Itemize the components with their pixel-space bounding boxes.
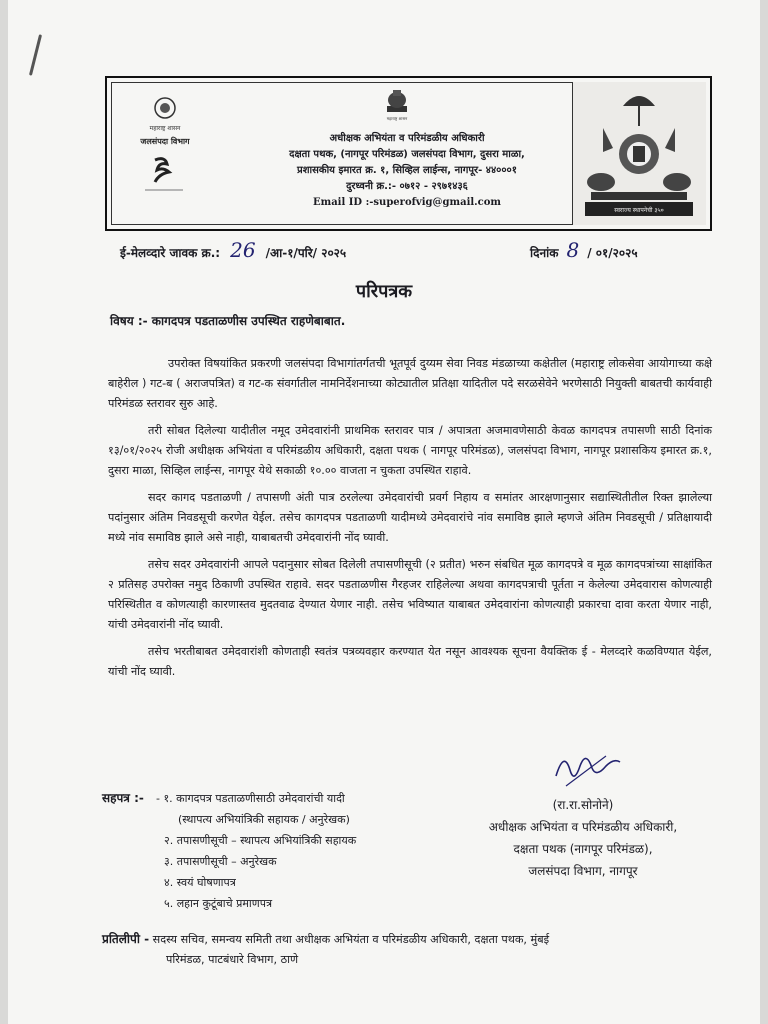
- handwritten-day: 8: [566, 238, 580, 262]
- royal-seal-icon: [573, 82, 706, 225]
- list-item: ५. लहान कुटूंबाचे प्रमाणपत्र: [164, 897, 273, 910]
- list-item: ४. स्वयं घोषणापत्र: [164, 876, 236, 889]
- copy-recipient-cont: परिमंडळ, पाटबंधारे विभाग, ठाणे: [166, 953, 299, 966]
- ashoka-emblem-icon: [381, 86, 413, 122]
- copy-recipient: सदस्य सचिव, समन्वय समिती तथा अधीक्षक अभियंता व परिमंडळीय अधिकारी, दक्षता पथक, मुंबई: [152, 933, 550, 946]
- enclosures-label: सहपत्र :-: [102, 791, 144, 805]
- reference-number: ई-मेलव्दारे जावक क्र.: 26 /आ-१/परि/ २०२५: [120, 238, 347, 262]
- office-email: Email ID :-superofvig@gmail.com: [312, 197, 501, 208]
- letter-date: दिनांक 8 / ०१/२०२५: [530, 238, 638, 262]
- list-item: २. तपासणीसूची – स्थापत्य अभियांत्रिकी सहायक: [164, 834, 357, 847]
- letter-body: [108, 354, 712, 689]
- office-phone: दुरध्वनी क्र.:- ०७१२ - २९७१४३६: [346, 181, 468, 192]
- body-paragraph: तसेच सदर उमेदवारांनी आपले पदानुसार सोबत दिलेली तपासणीसूची (२ प्रतीत) भरुन संबधित मूळ कागदपत्रे व मूळ कागदपत्रांच्या साक्षांकित २ प्रतिसह उपरोक्त नमुद ठिकाणी उपस्थित राहावे. सदर पडताळणीस गैरहजर राहिलेल्या अथवा कागदपत्राची पूर्तता न केलेल्या उमेदवारास कोणत्याही परिस्थितीत व कोणत्याही कारणास्तव मुदतवाढ देण्यात येणार नाही. तसेच भविष्यात याबाबत उमेदवारांना कोणत्याही प्रकारचा दावा करता येणार नाही, यांची उमेदवारांनी नोंद घ्यावी.: [108, 558, 712, 631]
- copy-to: [102, 929, 712, 970]
- enclosure-list: [156, 788, 456, 914]
- list-item: ३. तपासणीसूची – अनुरेखक: [164, 855, 277, 868]
- left-logos: [123, 90, 193, 200]
- document-title: परिपत्रक: [355, 281, 413, 302]
- office-name: अधीक्षक अभियंता व परिमंडळीय अधिकारी: [329, 133, 485, 144]
- svg-text:महाराष्ट्र शासन: महाराष्ट्र शासन: [149, 125, 181, 132]
- letterhead: [105, 76, 712, 231]
- office-address-line: दक्षता पथक, (नागपूर परिमंडळ) जलसंपदा विभाग, दुसरा माळा,: [289, 149, 525, 160]
- copy-label: प्रतिलीपी -: [102, 932, 150, 946]
- handwritten-number: 26: [230, 238, 256, 262]
- royal-crest: [572, 82, 706, 225]
- office-address-block: [257, 131, 557, 211]
- signature-scribble-icon: [546, 746, 626, 796]
- signatory-name: (रा.रा.सोनोने): [552, 798, 614, 812]
- signatory-unit: दक्षता पथक (नागपूर परिमंडळ),: [513, 842, 653, 856]
- signatory-department: जलसंपदा विभाग, नागपूर: [528, 864, 638, 878]
- svg-text:महाराष्ट्र शासन: महाराष्ट्र शासन: [386, 116, 408, 121]
- body-paragraph: तसेच भरतीबाबत उमेदवारांशी कोणताही स्वतंत्र पत्रव्यवहार करण्यात येत नसून आवश्यक सूचना वैयक्तिक ई - मेलव्दारे कळविण्यात येईल, यांची नोंद घ्यावी.: [108, 645, 712, 678]
- body-paragraph: उपरोक्त विषयांकित प्रकरणी जलसंपदा विभागांतर्गतची भूतपूर्व दुय्यम सेवा निवड मंडळाच्या कक्षेतील (महाराष्ट्र लोकसेवा आयोगाच्या कक्षे बाहेरील ) गट-ब ( अराजपत्रित) व गट-क संवर्गातील नामनिर्देशनाच्या कोट्यातील प्रतिक्षा यादितील पदे सरळसेवेने भरणेसाठी नियुक्ती बाबतची कार्यवाही परिमंडळ स्तरावर सुरु आहे.: [108, 357, 712, 410]
- water-resources-logo-icon: [123, 150, 193, 200]
- svg-text:जलसंपदा विभाग: जलसंपदा विभाग: [140, 137, 190, 146]
- office-address-line: प्रशासकीय इमारत क्र. १, सिव्हिल लाईन्स, नागपूर- ४४०००१: [297, 165, 517, 176]
- list-item: - १. कागदपत्र पडताळणीसाठी उमेदवारांची यादी: [156, 792, 345, 805]
- signatory-designation: अधीक्षक अभियंता व परिमंडळीय अधिकारी,: [488, 820, 678, 834]
- signature-block: [438, 750, 728, 882]
- body-paragraph: सदर कागद पडताळणी / तपासणी अंती पात्र ठरलेल्या उमेदवारांची प्रवर्ग निहाय व समांतर आरक्षणानुसार सद्यास्थितीतील रिक्त झालेल्या पदांनुसार अंतिम निवडसूची करणेत येईल. तसेच कागदपत्र पडताळणी यादीमध्ये उमेदवारांचे नांव समाविष्ठ झाले म्हणजे अंतिम निवडसूची / प्रतिक्षायादी मध्ये नांव समाविष्ठ झाले असे नाही, याबाबतची उमेदवारांनी नोंद घ्यावी.: [108, 491, 712, 544]
- body-paragraph: तरी सोबत दिलेल्या यादीतील नमूद उमेदवारांनी प्राथमिक स्तरावर पात्र / अपात्रता अजमावणेसाठी केवळ कागदपत्र तपासणी साठी दिनांक १३/०१/२०२५ रोजी अधीक्षक अभियंता व परिमंडळीय अधिकारी, दक्षता पथक ( नागपूर परिमंडळ), जलसंपदा विभाग, नागपूर प्रशासकिय इमारत क्र.१, दुसरा माळा, सिव्हिल लाईन्स, नागपूर येथे सकाळी १०.०० वाजता न चुकता उपस्थित राहावे.: [108, 424, 712, 477]
- maharashtra-logo-icon: [123, 90, 193, 150]
- svg-text:स्वराज्य स्थापनेची ३५०: स्वराज्य स्थापनेची ३५०: [614, 207, 664, 214]
- list-item: (स्थापत्य अभियांत्रिकी सहायक / अनुरेखक): [178, 813, 350, 826]
- pen-mark: [29, 34, 42, 75]
- subject-line: विषय :- कागदपत्र पडताळणीस उपस्थित राहणेबाबात.: [110, 314, 346, 328]
- enclosures: [102, 788, 357, 910]
- document-page: [8, 0, 760, 1024]
